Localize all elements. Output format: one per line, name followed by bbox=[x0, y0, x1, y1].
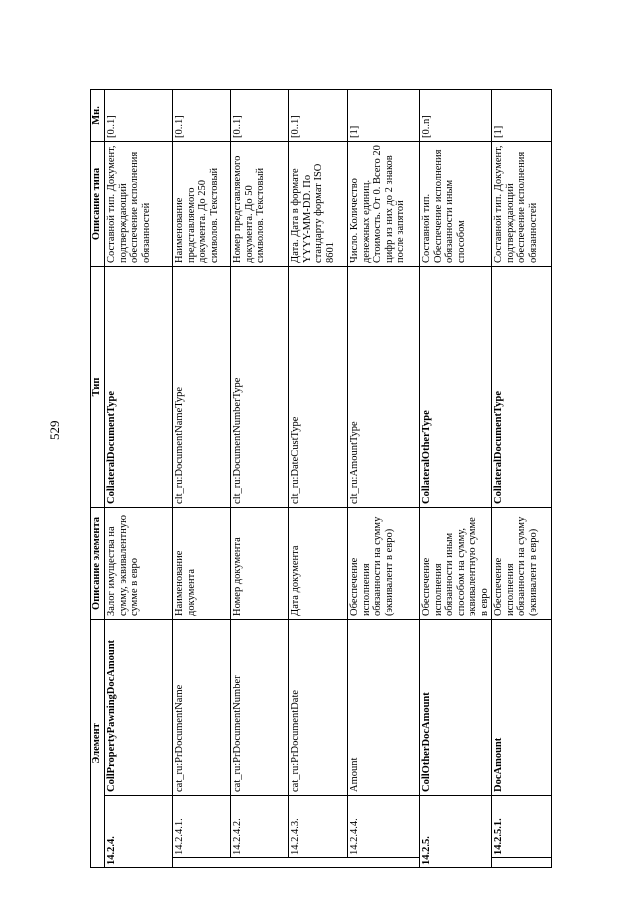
row-multiplicity: [0..1] bbox=[289, 89, 348, 141]
row-indent bbox=[492, 858, 552, 868]
table-row bbox=[173, 89, 231, 867]
row-multiplicity: [1] bbox=[492, 89, 552, 141]
elements-table bbox=[90, 89, 552, 868]
row-multiplicity: [0..1] bbox=[105, 89, 173, 141]
row-type: CollateralDocumentType bbox=[105, 266, 173, 507]
row-type-description: Составной тип. Документ, подтверждающий обеспечение исполнения обязанностей bbox=[492, 141, 552, 266]
row-type: clt_ru:DateCustType bbox=[289, 266, 348, 507]
row-description: Обеспечение исполнения обязанности на сумму (эквивалент в евро) bbox=[492, 507, 552, 619]
row-number: 14.2.4.3. bbox=[289, 796, 348, 858]
row-type: clt_ru:DocumentNameType bbox=[173, 266, 231, 507]
page-number: 529 bbox=[47, 420, 62, 440]
row-multiplicity: [0..1] bbox=[173, 89, 231, 141]
header-element: Элемент bbox=[91, 619, 105, 867]
row-type-description: Наименование представляемого документа. До 250 символов. Текстовый bbox=[173, 141, 231, 266]
row-indent bbox=[173, 858, 231, 868]
row-element-name: Amount bbox=[348, 619, 420, 795]
header-type: Тип bbox=[91, 266, 105, 507]
row-description: Залог имущества на сумму, эквивалентную сумме в евро bbox=[105, 507, 173, 619]
row-type-description: Составной тип. Документ, подтверждающий обеспечение исполнения обязанностей bbox=[105, 141, 173, 266]
row-element-name: cat_ru:PrDocumentName bbox=[173, 619, 231, 795]
row-type-description: Число. Количество денежных единиц. Стоимость. От 0. Всего 20 цифр из них до 2 знаков после запятой bbox=[348, 141, 420, 266]
row-multiplicity: [1] bbox=[348, 89, 420, 141]
row-indent bbox=[289, 858, 348, 868]
row-multiplicity: [0..n] bbox=[420, 89, 492, 141]
row-element-name: DocAmount bbox=[492, 619, 552, 795]
table-row bbox=[231, 89, 289, 867]
row-type: clt_ru:DocumentNumberType bbox=[231, 266, 289, 507]
row-description: Номер документа bbox=[231, 507, 289, 619]
row-description: Дата документа bbox=[289, 507, 348, 619]
row-indent bbox=[231, 858, 289, 868]
row-multiplicity: [0..1] bbox=[231, 89, 289, 141]
row-type-description: Дата. Дата в формате YYYY-MM-DD. По стандарту формат ISO 8601 bbox=[289, 141, 348, 266]
row-number: 14.2.5. bbox=[420, 796, 492, 868]
row-type-description: Номер представляемого документа. До 50 символов. Текстовый bbox=[231, 141, 289, 266]
row-element-name: cat_ru:PrDocumentNumber bbox=[231, 619, 289, 795]
rotated-table-container bbox=[90, 90, 540, 868]
row-type: clt_ru:AmountType bbox=[348, 266, 420, 507]
header-type-description: Описание типа bbox=[91, 141, 105, 266]
table-row bbox=[420, 89, 492, 867]
header-description: Описание элемента bbox=[91, 507, 105, 619]
row-number: 14.2.4.1. bbox=[173, 796, 231, 858]
row-type: CollateralOtherType bbox=[420, 266, 492, 507]
row-number: 14.2.4.4. bbox=[348, 796, 420, 858]
table-row bbox=[105, 89, 173, 867]
row-number: 14.2.4. bbox=[105, 796, 173, 868]
row-description: Обеспечение исполнения обязанности иным способом на сумму, эквивалентную сумме в евро bbox=[420, 507, 492, 619]
row-type-description: Составной тип. Обеспечение исполнения обязанности иным способом bbox=[420, 141, 492, 266]
table-row bbox=[348, 89, 420, 867]
table-row bbox=[289, 89, 348, 867]
row-element-name: cat_ru:PrDocumentDate bbox=[289, 619, 348, 795]
table-header-row bbox=[91, 89, 105, 867]
row-description: Наименование документа bbox=[173, 507, 231, 619]
row-element-name: CollPropertyPawningDocAmount bbox=[105, 619, 173, 795]
row-indent bbox=[348, 858, 420, 868]
row-description: Обеспечение исполнения обязанности на сумму (эквивалент в евро) bbox=[348, 507, 420, 619]
row-number: 14.2.4.2. bbox=[231, 796, 289, 858]
table-row bbox=[492, 89, 552, 867]
header-multiplicity: Мн. bbox=[91, 89, 105, 141]
row-number: 14.2.5.1. bbox=[492, 796, 552, 858]
row-element-name: CollOtherDocAmount bbox=[420, 619, 492, 795]
row-type: CollateralDocumentType bbox=[492, 266, 552, 507]
